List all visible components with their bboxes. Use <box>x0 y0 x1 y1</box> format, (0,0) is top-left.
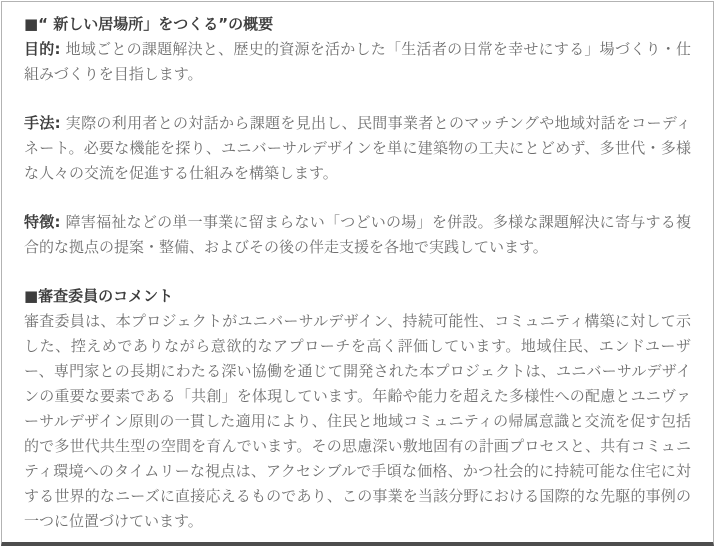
review-comment-text: 審査委員は、本プロジェクトがユニバーサルデザイン、持続可能性、コミュニティ構築に対して示した、控えめでありながら意欲的なアプローチを高く評価しています。地域住民、エンドユーザー、専門家との長期にわたる深い協働を通じて開発された本プロジェクトは、ユニバーサルデザインの重要な要素である「共創」を体現しています。年齢や能力を超えた多様性への配慮とユニヴァーサルデザイン原則の一貫した適用により、住民と地域コミュニティの帰属意識と交流を促す包括的で多世代共生型の空間を育んでいます。その思慮深い敷地固有の計画プロセスと、共有コミュニティ環境へのタイムリーな視点は、アクセシブルで手頃な価格、かつ社会的に持続可能な住宅に対する世界的なニーズに直接応えるものであり、この事業を当該分野における国際的な先駆的事例の一つに位置づけています。 <box>24 312 691 530</box>
purpose-paragraph <box>24 37 691 87</box>
purpose-text: 地域ごとの課題解決と、歴史的資源を活かした「生活者の日常を幸せにする」場づくり・仕組みづくりを目指します。 <box>24 40 691 83</box>
method-text: 実際の利用者との対話から課題を見出し、民間事業者とのマッチングや地域対話をコーディネート。必要な機能を探り、ユニバーサルデザインを単に建築物の工夫にとどめず、多世代・多様な人々の交流を促進する仕組みを構築します。 <box>24 114 692 182</box>
overview-card <box>1 1 714 546</box>
review-heading: ■審査委員のコメント <box>24 287 174 305</box>
method-label: 手法: <box>24 114 61 132</box>
review-comment-paragraph <box>24 309 691 534</box>
purpose-label: 目的: <box>24 40 61 58</box>
feature-paragraph <box>24 210 691 260</box>
feature-text: 障害福祉などの単一事業に留まらない「つどいの場」を併設。多様な課題解決に寄与する複合的な拠点の提案・整備、およびその後の伴走支援を各地で実践しています。 <box>24 213 691 256</box>
method-paragraph <box>24 111 691 186</box>
overview-heading: ■“ 新しい居場所」をつくる”の概要 <box>24 15 274 33</box>
feature-label: 特徴: <box>24 213 61 231</box>
